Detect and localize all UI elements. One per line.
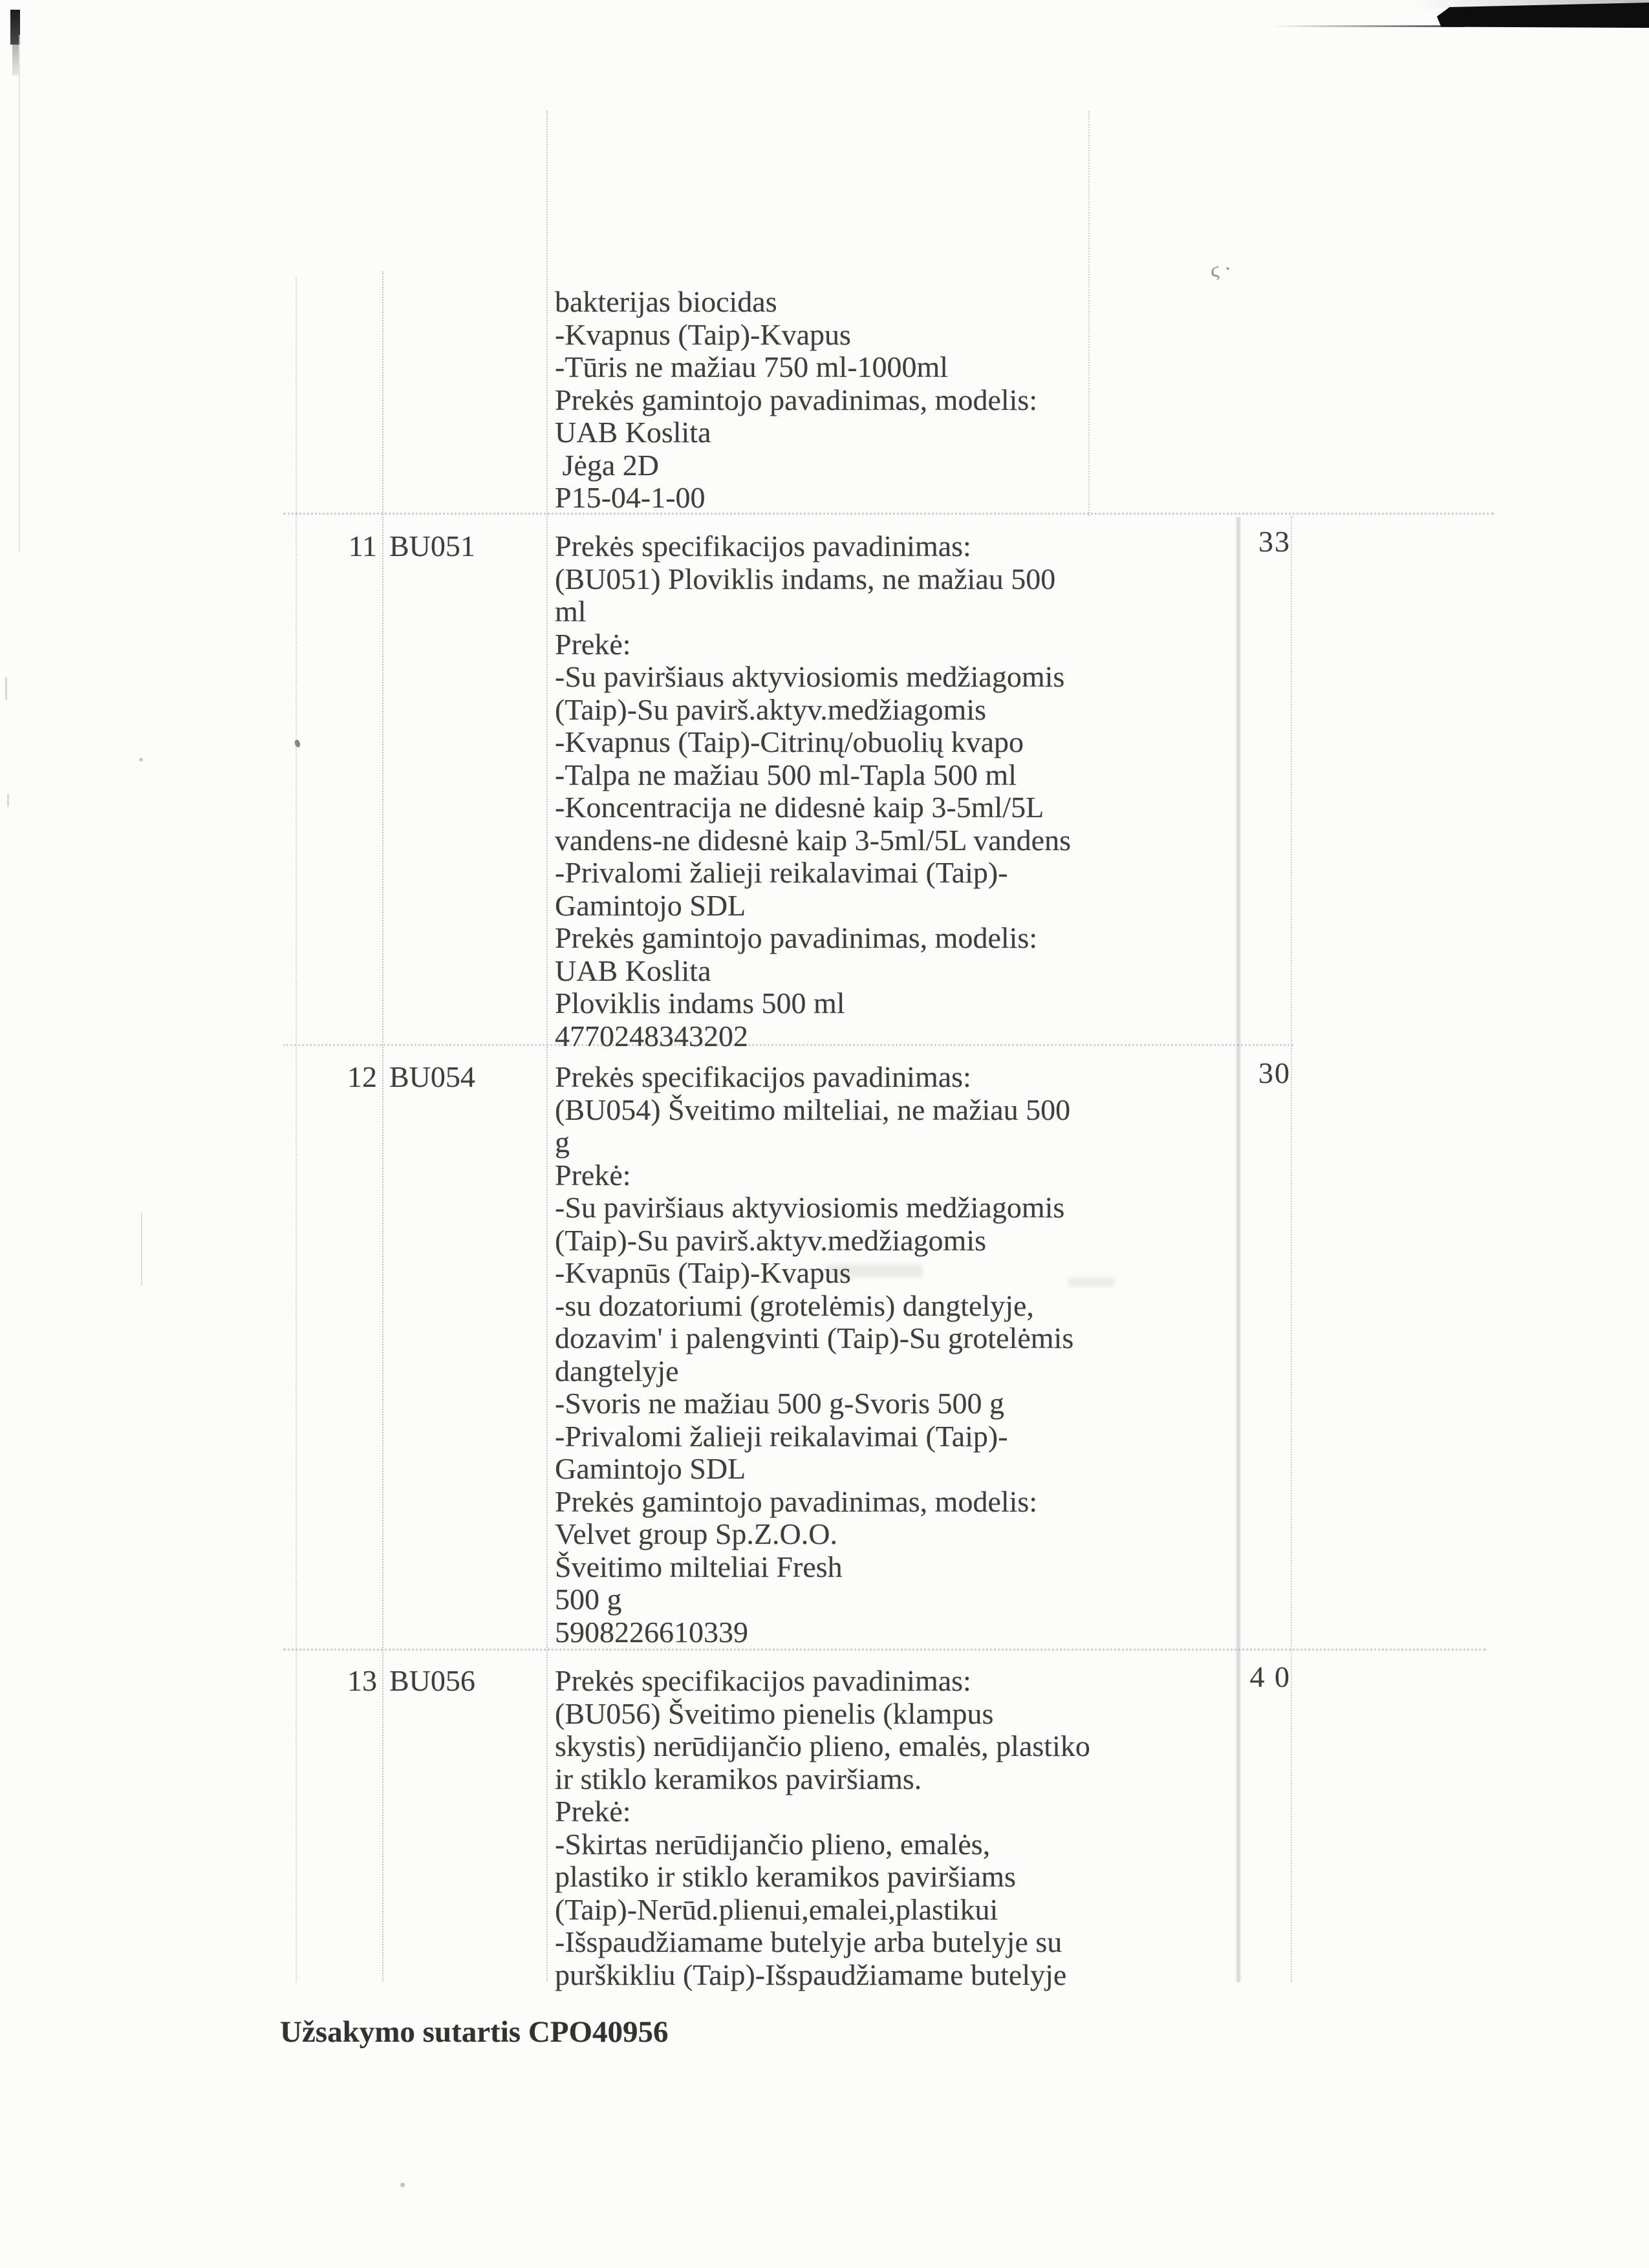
spec-line: -Išspaudžiamame butelyje arba butelyje su — [555, 1925, 1062, 1958]
spec-line: -Kvapnus (Taip)-Citrinų/obuolių kvapo — [555, 725, 1024, 758]
spec-line: (Taip)-Su pavirš.aktyv.medžiagomis — [555, 692, 987, 726]
row-13-code: BU056 — [389, 1664, 475, 1697]
scan-faint-stroke — [141, 1213, 142, 1285]
spec-line: Prekės gamintojo pavadinimas, modelis: — [555, 921, 1038, 954]
spec-line: (Taip)-Su pavirš.aktyv.medžiagomis — [555, 1223, 987, 1257]
spec-line: -Privalomi žalieji reikalavimai (Taip)- — [555, 856, 1008, 889]
spec-line: skystis) nerūdijančio plieno, emalės, plastiko — [555, 1729, 1090, 1762]
table-border-spec-right — [1236, 517, 1240, 1982]
spec-line: -Svoris ne mažiau 500 g-Svoris 500 g — [555, 1387, 1005, 1420]
spec-line: 4770248343202 — [555, 1019, 748, 1053]
spec-line: Velvet group Sp.Z.O.O. — [555, 1517, 837, 1550]
spec-line: -Skirtas nerūdijančio plieno, emalės, — [555, 1827, 991, 1861]
spec-line: -su dozatoriumi (grotelėmis) dangtelyje, — [555, 1289, 1034, 1322]
row-11-number: 11 — [348, 530, 377, 562]
spec-line: -Su paviršiaus aktyviosiomis medžiagomis — [555, 1191, 1065, 1224]
row-12-code: BU054 — [389, 1060, 475, 1093]
spec-line: -Su paviršiaus aktyviosiomis medžiagomis — [555, 660, 1065, 693]
spec-line: Gamintojo SDL — [555, 1452, 746, 1485]
spec-line: (BU051) Ploviklis indams, ne mažiau 500 — [555, 562, 1056, 595]
footer-contract-title: Užsakymo sutartis CPO40956 — [280, 2015, 669, 2049]
spec-line: -Talpa ne mažiau 500 ml-Tapla 500 ml — [555, 758, 1017, 791]
spec-line: 5908226610339 — [555, 1615, 748, 1649]
row-12-spec-text — [555, 1061, 1073, 1649]
spec-line: Šveitimo milteliai Fresh — [555, 1550, 843, 1583]
spec-line: vandens-ne didesnė kaip 3-5ml/5L vandens — [555, 823, 1071, 857]
table-border-spec-right-top — [1088, 111, 1090, 516]
row-13-number: 13 — [347, 1664, 377, 1697]
table-border-qty-right — [1291, 516, 1292, 1982]
table-border-spec-left — [546, 111, 548, 1982]
scan-speck — [139, 758, 143, 762]
spec-line: Gamintojo SDL — [555, 888, 746, 922]
spec-line: Jėga 2D — [555, 448, 659, 482]
row-12-number: 12 — [347, 1060, 377, 1093]
spec-line: dozavim' i palengvinti (Taip)-Su grotelėmis — [555, 1321, 1074, 1354]
page-left-edge-shadow — [19, 35, 20, 552]
spec-line: ml — [555, 595, 587, 628]
spec-line: bakterijas biocidas — [555, 285, 777, 318]
scan-speck — [400, 2183, 405, 2187]
spec-line: -Kvapnūs (Taip)-Kvapus — [555, 1256, 851, 1289]
spec-line: Ploviklis indams 500 ml — [555, 987, 845, 1020]
scan-corner-mark-tail — [12, 45, 19, 76]
row-11-spec-text — [555, 530, 1071, 1053]
spec-line: -Privalomi žalieji reikalavimai (Taip)- — [555, 1419, 1008, 1453]
scan-edge-tick — [5, 678, 7, 700]
spec-line: -Tūris ne mažiau 750 ml-1000ml — [555, 350, 949, 383]
row-11-quantity: 33 — [1258, 525, 1291, 558]
row-13-spec-text — [555, 1665, 1090, 1991]
spec-line: purškikliu (Taip)-Išspaudžiamame butelyje — [555, 1958, 1067, 1991]
spec-line: Prekės gamintojo pavadinimas, modelis: — [555, 1484, 1038, 1518]
table-row-separator-3 — [283, 1649, 1486, 1651]
scan-stray-mark: ϛ · — [1209, 256, 1233, 282]
spec-line: Prekė: — [555, 1158, 631, 1192]
spec-line: UAB Koslita — [555, 416, 711, 449]
spec-line: Prekė: — [555, 1795, 631, 1828]
scan-edge-tick — [7, 794, 9, 807]
spec-line: Prekės specifikacijos pavadinimas: — [555, 530, 971, 562]
carryover-spec-text — [555, 286, 1037, 515]
spec-line: 500 g — [555, 1583, 622, 1616]
spec-line: -Kvapnus (Taip)-Kvapus — [555, 317, 851, 351]
spec-line: P15-04-1-00 — [555, 481, 706, 514]
spec-line: ir stiklo keramikos paviršiams. — [555, 1762, 922, 1795]
scan-smudge — [1068, 1278, 1115, 1287]
table-border-number-code — [382, 272, 383, 1982]
spec-line: Prekės specifikacijos pavadinimas: — [555, 1664, 971, 1697]
row-13-quantity: 4 0 — [1249, 1660, 1291, 1693]
spec-line: Prekė: — [555, 627, 631, 661]
spec-line: -Koncentracija ne didesnė kaip 3-5ml/5L — [555, 791, 1044, 824]
spec-line: (BU056) Šveitimo pienelis (klampus — [555, 1696, 994, 1730]
scan-top-edge-line — [1271, 25, 1465, 27]
spec-line: Prekės gamintojo pavadinimas, modelis: — [555, 383, 1038, 416]
spec-line: dangtelyje — [555, 1354, 679, 1387]
spec-line: (BU054) Šveitimo milteliai, ne mažiau 500 — [555, 1093, 1071, 1126]
spec-line: plastiko ir stiklo keramikos paviršiams — [555, 1860, 1016, 1893]
spec-line: Prekės specifikacijos pavadinimas: — [555, 1060, 971, 1093]
spec-line: UAB Koslita — [555, 954, 711, 987]
spec-line: (Taip)-Nerūd.plienui,emalei,plastikui — [555, 1892, 998, 1926]
row-11-code: BU051 — [389, 530, 475, 562]
spec-line: g — [555, 1126, 570, 1159]
row-12-quantity: 30 — [1258, 1056, 1291, 1089]
